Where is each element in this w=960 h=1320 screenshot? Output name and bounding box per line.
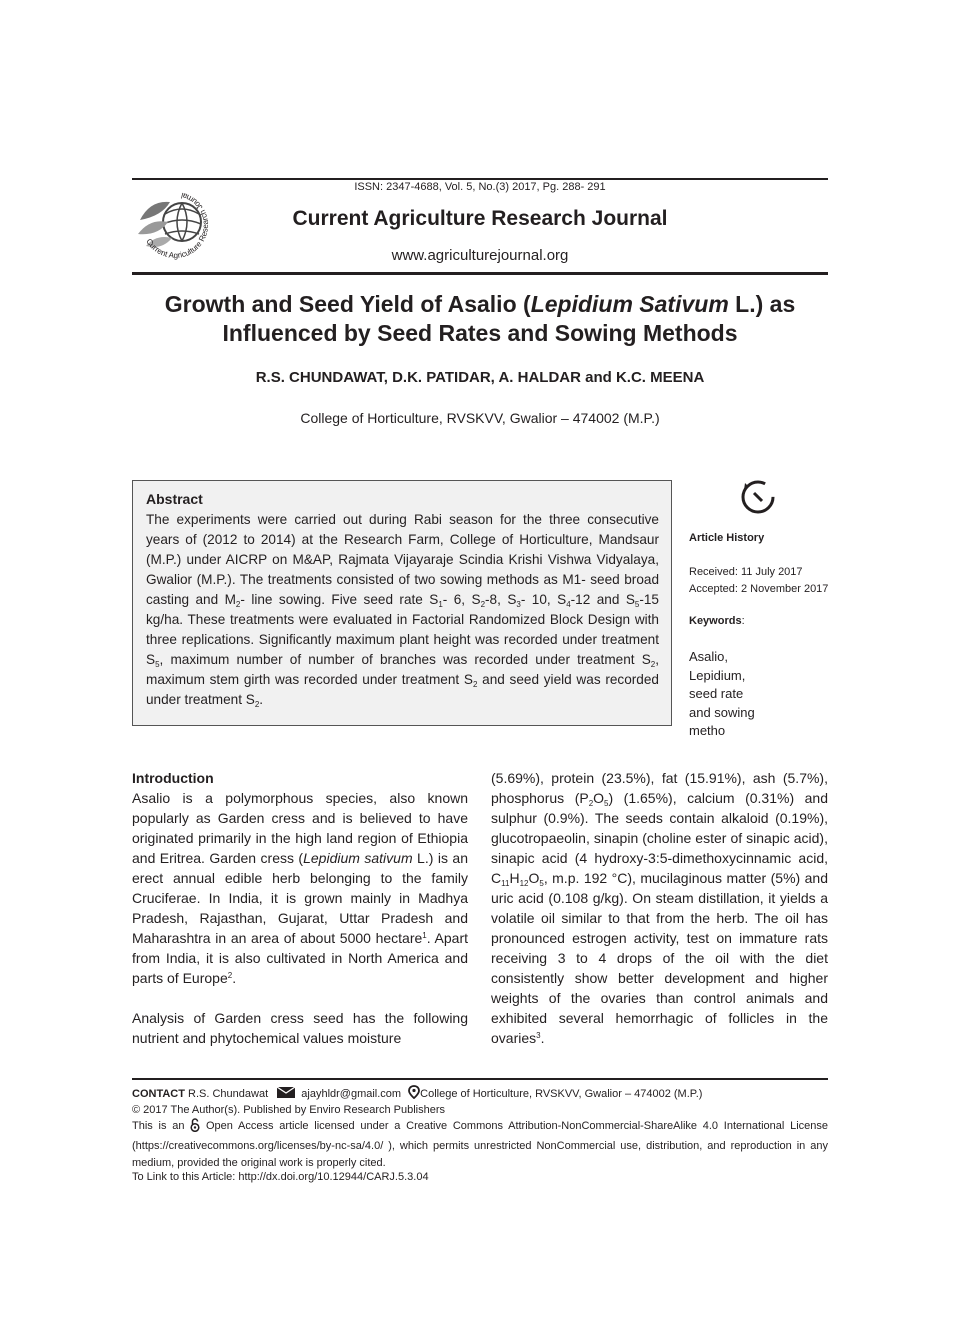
journal-website[interactable]: www.agriculturejournal.org [391, 247, 569, 264]
contact-name: R.S. Chundawat [188, 1088, 269, 1100]
journal-title: Current Agriculture Research Journal [292, 207, 668, 230]
received-date: Received: 11 July 2017 [689, 566, 803, 578]
abstract-box [132, 480, 672, 726]
license-text: This is an Open Access article licensed under a Creative Commons Attribution-NonCommercial-ShareAlike 4.0 International License (https://creativecommons.org/licenses/by-nc-sa/4.0/ ), which permits unrestricted NonCommercial use, distribution, and reproduction in any medium, provided the original work is properly cited. [132, 1120, 828, 1169]
keyword: and sowing [689, 704, 755, 720]
intro-left-column [132, 768, 468, 1048]
contact-email[interactable]: ajayhldr@gmail.com [301, 1088, 402, 1100]
keywords-list [689, 648, 755, 741]
affiliation: College of Horticulture, RVSKVV, Gwalior – 474002 (M.P.) [300, 410, 660, 426]
accepted-date: Accepted: 2 November 2017 [689, 583, 829, 595]
article-history-label: Article History [689, 532, 765, 544]
open-access-icon [190, 1118, 200, 1138]
intro-paragraph-2: Analysis of Garden cress seed has the following nutrient and phytochemical values moisture [132, 1010, 468, 1046]
intro-right-column [491, 768, 828, 1048]
abstract-text: The experiments were carried out during Rabi season for the three consecutive years of (2012 to 2014) at the Research Farm, College of Horticulture, Mandsaur (M.P.) under AICRP on M&AP, Rajmata Vijayaraje Scindia Krishi Vishwa Vidyalaya, Gwalior (M.P.). The treatments consisted of two sowing methods as M1- seed broad casting and $M_2-$ line sowing. Five seed rate $S_1-$ 6, $S_2-8$, $S_3-$ 10, $S_4-12$ and $S_5-15$ kg/ha. These treatments were evaluated in Factorial Randomized Block Design with three replications. Significantly maximum plant height was recorded under treatment $S_5$, maximum number of number of branches was recorded under treatment $S_2$, maximum stem girth was recorded under treatment $S_2$ and seed yield was recorded under treatment $S_2$. [146, 512, 659, 709]
contact-label: CONTACT [132, 1088, 185, 1100]
copyright-line: © 2017 The Author(s). Published by Enviro Research Publishers [132, 1104, 446, 1116]
intro-paragraph-1: Asalio is a polymorphous species, also known popularly as Garden cress and is believed to have originated primarily in the high land region of Ethiopia and Eritrea. Garden cress (Lepidium sativum L.) is an erect annual edible herb belonging to the family Cruciferae. In India, it is grown mainly in Madhya Pradesh, Rajasthan, Gujarat, Uttar Pradesh and Maharashtra in an area of about 5000 hectare$^1$. Apart from India, it is also cultivated in North America and parts of Europe$^2$. [132, 790, 468, 986]
intro-heading: Introduction [132, 770, 214, 786]
footer-rule [132, 1078, 828, 1080]
keyword: Asalio, [689, 649, 729, 664]
check-for-updates-icon[interactable] [740, 479, 776, 515]
contact-address: College of Horticulture, RVSKVV, Gwalior – 474002 (M.P.) [420, 1088, 703, 1100]
article-title: Growth and Seed Yield of Asalio (Lepidium Sativum L.) as Influenced by Seed Rates and Sowing Methods [164, 291, 796, 346]
keyword: metho [689, 723, 726, 738]
keyword: Lepidium, [689, 667, 746, 683]
abstract-heading: Abstract [146, 491, 203, 507]
intro-paragraph-2-cont: (5.69%), protein (23.5%), fat (15.91%), ash (5.7%), phosphorus $(P_2O_5)$ (1.65%), calcium (0.31%) and sulphur (0.9%). The seeds contain alkaloid (0.19%), glucotropaeolin, sinapin (choline ester of sinapic acid), sinapic acid (4 hydroxy-3:5-dimethoxycinnamic acid, $C_{11}H_{12}O_5$, m.p. 192 °C), mucilaginous matter (5%) and uric acid (0.108 g/kg). On steam distillation, it yields a volatile oil similar to that from the herb. The oil has pronounced estrogen activity, test on immature rats receiving 3 to 4 drops of the oil with the diet consistently show better development and higher weights of the ovaries than control animals and exhibited several hemorrhagic of follicles in the ovaries$^3$. [491, 770, 829, 1046]
header-top-rule [132, 178, 828, 180]
keyword: seed rate [689, 686, 744, 701]
issn-line: ISSN: 2347-4688, Vol. 5, No.(3) 2017, Pg. 288- 291 [354, 181, 606, 193]
header-bottom-rule [132, 272, 828, 275]
email-icon [277, 1087, 295, 1098]
article-link[interactable]: To Link to this Article: http://dx.doi.org/10.12944/CARJ.5.3.04 [132, 1171, 429, 1183]
svg-text:Current Agriculture Research J: Current Agriculture Research Journal [144, 190, 211, 261]
authors: R.S. CHUNDAWAT, D.K. PATIDAR, A. HALDAR and K.C. MEENA [255, 369, 705, 386]
keywords-label: Keywords: [689, 615, 745, 627]
